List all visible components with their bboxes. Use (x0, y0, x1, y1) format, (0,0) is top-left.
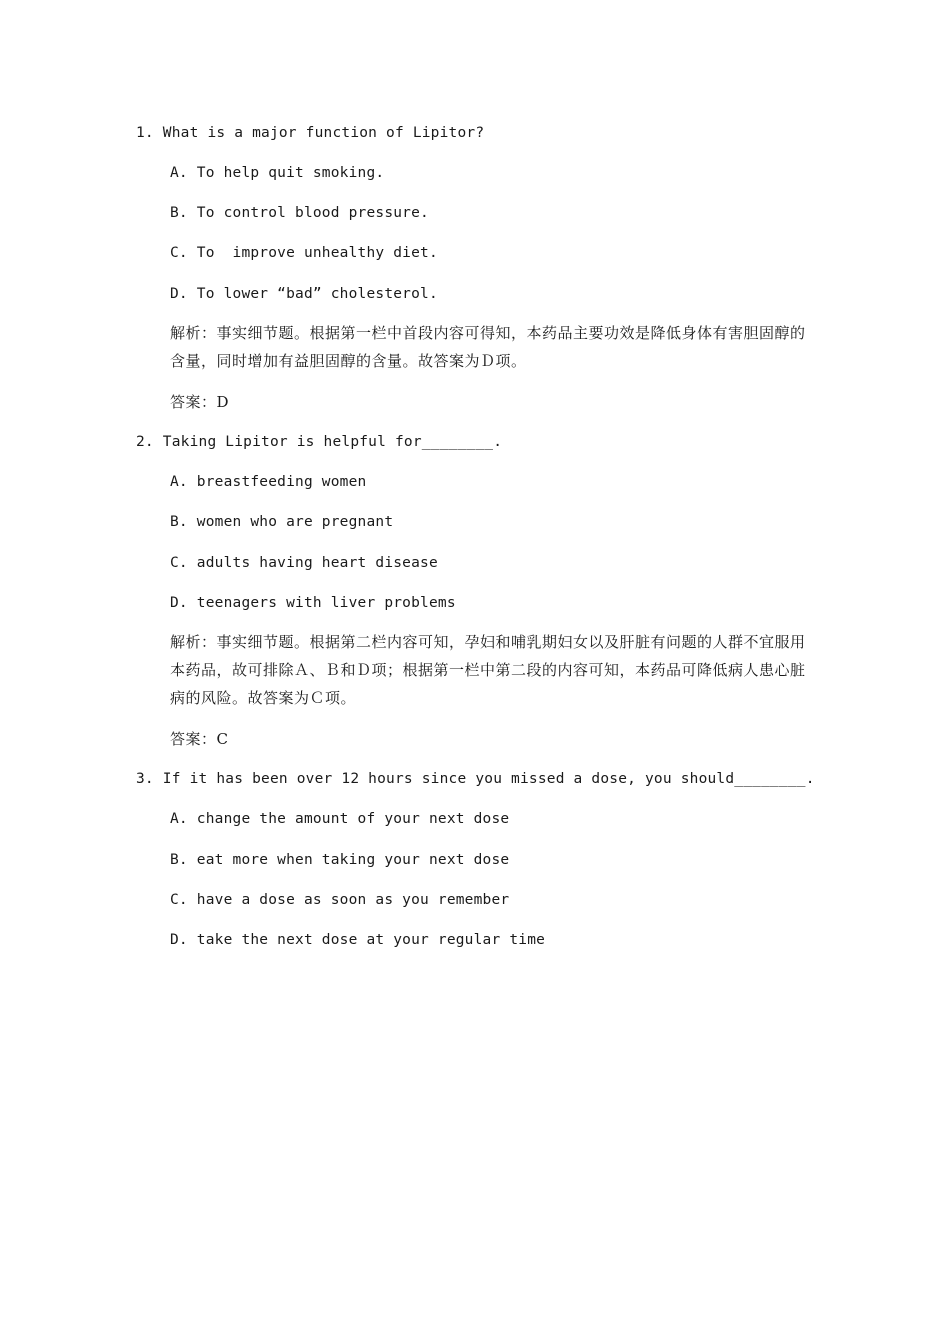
question-1-option-a: A. To help quit smoking. (170, 165, 385, 181)
question-1-option-d: D. To lower “bad” cholesterol. (170, 286, 438, 302)
question-3-option-b: B. eat more when taking your next dose (170, 852, 510, 868)
question-1-option-c: C. To improve unhealthy diet. (170, 245, 438, 261)
question-2-option-c: C. adults having heart disease (170, 555, 438, 571)
question-1-option-b: B. To control blood pressure. (170, 205, 429, 221)
question-1-stem: 1. What is a major function of Lipitor? (136, 125, 485, 141)
question-1-answer: 答案：D (170, 393, 230, 411)
question-3-option-c: C. have a dose as soon as you remember (170, 892, 510, 908)
question-2-stem: 2. Taking Lipitor is helpful for________. (136, 434, 503, 450)
question-1-analysis: 解析：事实细节题。根据第一栏中首段内容可得知，本药品主要功效是降低身体有害胆固醇的含量，同时增加有益胆固醇的含量。故答案为Ｄ项。 (170, 324, 806, 370)
question-2-analysis: 解析：事实细节题。根据第二栏内容可知，孕妇和哺乳期妇女以及肝脏有问题的人群不宜服用本药品，故可排除Ａ、Ｂ和Ｄ项；根据第一栏中第二段的内容可知，本药品可降低病人患心脏病的风险。故答案为Ｃ项。 (170, 633, 806, 707)
question-2-option-a: A. breastfeeding women (170, 474, 367, 490)
question-3-option-a: A. change the amount of your next dose (170, 811, 510, 827)
question-2-option-d: D. teenagers with liver problems (170, 595, 456, 611)
question-3-stem: 3. If it has been over 12 hours since you missed a dose, you should________. (136, 771, 815, 787)
question-3-option-d: D. take the next dose at your regular time (170, 932, 546, 948)
question-2-option-b: B. women who are pregnant (170, 514, 394, 530)
question-2-answer: 答案：C (170, 730, 229, 748)
